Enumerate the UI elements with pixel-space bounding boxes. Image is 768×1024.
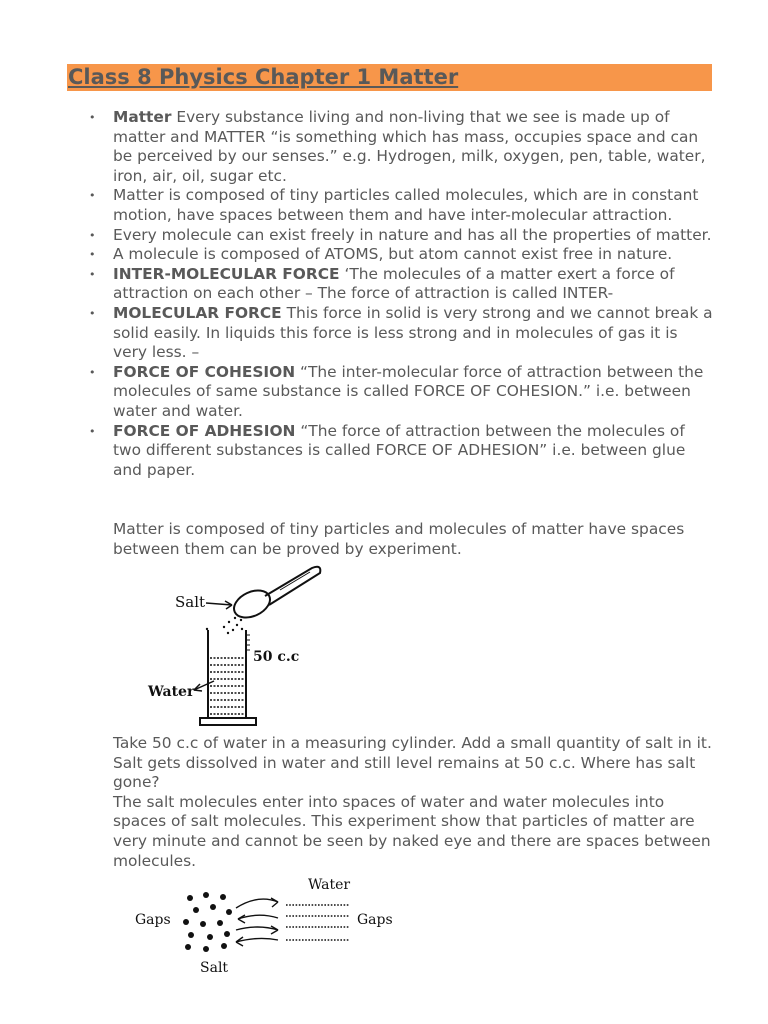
bullet-text: Every substance living and non-living that we see is made up of matter and MATTER “is something which has mass, occupies space and can be perceived by our senses.” e.g. Hydrogen, milk, oxygen, pen, table, water, iron, air, oil, sugar etc. xyxy=(113,108,706,185)
gaps-figure xyxy=(128,872,403,982)
experiment-explanation: Take 50 c.c of water in a measuring cylinder. Add a small quantity of salt in it. Salt gets dissolved in water and still level remains at 50 c.c. Where has salt gone? The salt molecules enter into spaces of water and water molecules into spaces of salt molecules. This experiment show that particles of matter are very minute and cannot be seen by naked eye and there are spaces between molecules. xyxy=(113,734,712,870)
list-item xyxy=(113,363,713,422)
measuring-cylinder xyxy=(200,630,256,725)
spoon-icon xyxy=(230,585,275,623)
list-item xyxy=(113,304,713,363)
experiment-intro: Matter is composed of tiny particles and molecules of matter have spaces between them can be proved by experiment. xyxy=(113,520,685,558)
bullet-text: Matter is composed of tiny particles called molecules, which are in constant motion, have spaces between them and have inter-molecular attraction. xyxy=(113,186,699,224)
bullet-term: INTER-MOLECULAR FORCE xyxy=(113,264,340,283)
salt-particles xyxy=(183,892,232,952)
volume-label: 50 c.c xyxy=(253,649,300,665)
salt-label: Salt xyxy=(200,960,229,976)
bullet-text: ‘The molecules of a matter exert a force of attraction on each other – The force of attraction is called INTER- xyxy=(113,264,675,303)
gaps-left-label: Gaps xyxy=(135,912,171,928)
falling-salt xyxy=(206,617,243,634)
bullet-text: This force in solid is very strong and we cannot break a solid easily. In liquids this force is less strong and in molecules of gas it is very less. – xyxy=(113,303,713,362)
page-title: Class 8 Physics Chapter 1 Matter xyxy=(68,65,459,89)
bullet-term: Matter xyxy=(113,108,172,126)
bullet-text: Every molecule can exist freely in nature and has all the properties of matter. xyxy=(113,225,712,244)
salt-label: Salt xyxy=(175,593,206,611)
water-label: Water xyxy=(148,684,195,700)
exchange-arrows xyxy=(236,898,278,946)
bullet-text: “The inter-molecular force of attraction between the molecules of same substance is called FORCE OF COHESION.” i.e. between water and water. xyxy=(113,362,704,420)
gaps-right-label: Gaps xyxy=(357,912,393,928)
list-item xyxy=(113,245,713,265)
list-item xyxy=(113,226,713,246)
water-label: Water xyxy=(308,877,351,893)
list-item xyxy=(113,108,713,186)
list-item xyxy=(113,422,713,481)
bullet-term: FORCE OF COHESION xyxy=(113,362,296,381)
list-item xyxy=(113,265,713,304)
bullet-term: MOLECULAR FORCE xyxy=(113,303,282,322)
salt-cylinder-figure xyxy=(140,560,330,735)
bullet-term: FORCE OF ADHESION xyxy=(113,421,296,440)
bullet-text: A molecule is composed of ATOMS, but atom cannot exist free in nature. xyxy=(113,245,673,264)
bullet-list xyxy=(113,108,713,480)
bullet-text: “The force of attraction between the molecules of two different substances is called FORCE OF ADHESION” i.e. between glue and paper. xyxy=(113,421,686,479)
list-item xyxy=(113,186,713,225)
